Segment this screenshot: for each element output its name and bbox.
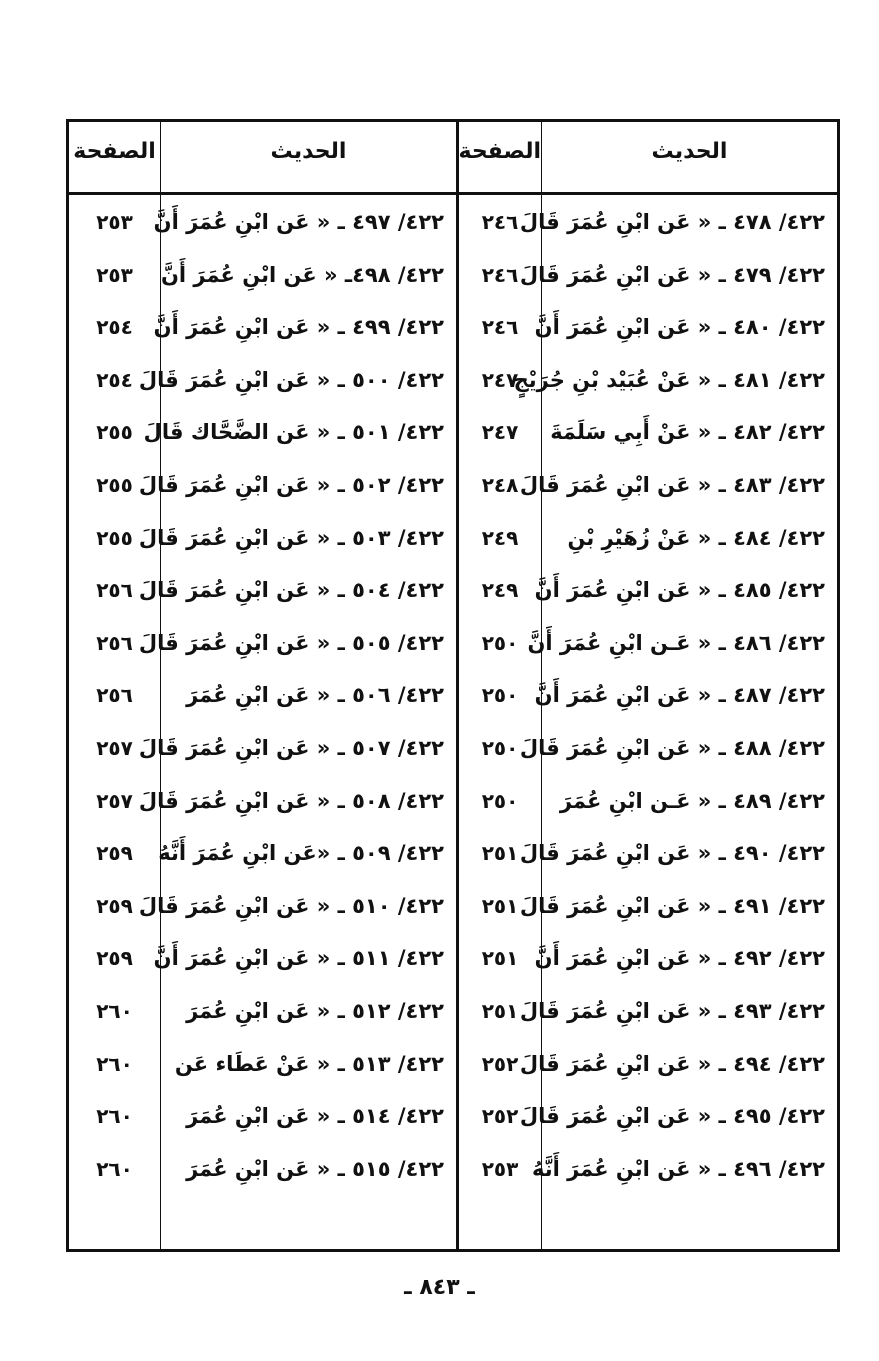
page-number-left: ٢٥٣ (96, 210, 133, 234)
page-number-right: ٢٥١ (481, 893, 519, 918)
hadith-entry-left: ٤٢٢/ ٥١٣ ـ « عَنْ عَطَاء عَن (174, 1051, 444, 1076)
page-number-right: ٢٥١ (481, 999, 519, 1023)
header-hadith-left: الحديث (270, 139, 347, 164)
hadith-entry-left: ٤٢٢/ ٥٠٧ ـ « عَن ابْنِ عُمَرَ قَالَ (138, 736, 444, 760)
hadith-entry-right: ٤٢٢/ ٤٨٣ ـ « عَن ابْنِ عُمَرَ قَالَ (519, 473, 825, 497)
page-number-left: ٢٥٩ (96, 946, 133, 971)
hadith-entry-left: ٤٢٢/ ٤٩٨ـ « عَن ابْنِ عُمَرَ أَنَّ (160, 262, 444, 287)
hadith-entry-left: ٤٢٢/ ٥١١ ـ « عَن ابْنِ عُمَرَ أَنَّ (153, 946, 444, 971)
page-number-right: ٢٤٧ (481, 367, 519, 392)
hadith-entry-right: ٤٢٢/ ٤٨٢ ـ « عَنْ أَبِي سَلَمَةَ (550, 420, 825, 445)
index-table (66, 119, 840, 1252)
hadith-entry-right: ٤٢٢/ ٤٧٩ ـ « عَن ابْنِ عُمَرَ قَالَ (519, 262, 825, 287)
hadith-entry-right: ٤٢٢/ ٤٨٧ ـ « عَن ابْنِ عُمَرَ أَنَّ (534, 683, 825, 708)
header-page-left: الصفحة (73, 139, 156, 164)
page-number-left: ٢٥٧ (96, 736, 133, 760)
page-number-left: ٢٥٤ (96, 367, 133, 392)
hadith-entry-left: ٤٢٢/ ٥٠٦ ـ « عَن ابْنِ عُمَرَ (186, 683, 444, 708)
page-number-right: ٢٥٠ (481, 736, 519, 760)
hadith-entry-right: ٤٢٢/ ٤٨١ ـ « عَنْ عُبَيْد بْنِ جُرَيْجٍ (513, 367, 825, 392)
hadith-entry-left: ٤٢٢/ ٥٠٤ ـ « عَن ابْنِ عُمَرَ قَالَ (138, 578, 444, 603)
hadith-entry-right: ٤٢٢/ ٤٩٤ ـ « عَن ابْنِ عُمَرَ قَالَ (519, 1051, 825, 1076)
page-number-left: ٢٦٠ (96, 999, 133, 1023)
hadith-entry-left: ٤٢٢/ ٥١٢ ـ « عَن ابْنِ عُمَرَ (186, 999, 444, 1023)
hadith-entry-left: ٤٢٢/ ٤٩٧ ـ « عَن ابْنِ عُمَرَ أَنَّ (153, 210, 444, 234)
hadith-entry-left: ٤٢٢/ ٥٠١ ـ « عَن الضَّحَّاك قَالَ (143, 420, 444, 445)
header-page-right: الصفحة (458, 139, 541, 164)
hadith-entry-right: ٤٢٢/ ٤٨٤ ـ « عَنْ زُهَيْرِ بْنِ (567, 525, 825, 550)
page-number-left: ٢٥٤ (96, 315, 133, 340)
page-number-right: ٢٥٢ (481, 1051, 519, 1076)
hadith-entry-left: ٤٢٢/ ٥٠٥ ـ « عَن ابْنِ عُمَرَ قَالَ (138, 630, 444, 655)
page-number-left: ٢٦٠ (96, 1051, 133, 1076)
hadith-entry-right: ٤٢٢/ ٤٨٦ ـ « عَـن ابْنِ عُمَرَ أَنَّ (527, 630, 825, 655)
hadith-entry-left: ٤٢٢/ ٥١٠ ـ « عَن ابْنِ عُمَرَ قَالَ (138, 893, 444, 918)
page-number-right: ٢٤٩ (481, 525, 519, 550)
page-number-left: ٢٥٦ (96, 630, 133, 655)
page-number-left: ٢٦٠ (96, 1156, 133, 1181)
hadith-entry-right: ٤٢٢/ ٤٨٨ ـ « عَن ابْنِ عُمَرَ قَالَ (519, 736, 825, 760)
page-number-left: ٢٥٩ (96, 841, 133, 866)
hadith-entry-left: ٤٢٢/ ٥١٥ ـ « عَن ابْنِ عُمَرَ (186, 1156, 444, 1181)
page-number-left: ٢٥٥ (96, 420, 133, 445)
hadith-entry-left: ٤٢٢/ ٥٠٣ ـ « عَن ابْنِ عُمَرَ قَالَ (138, 525, 444, 550)
page-number-left: ٢٦٠ (96, 1104, 133, 1129)
page-number-right: ٢٤٧ (481, 420, 519, 445)
hadith-entry-right: ٤٢٢/ ٤٩٢ ـ « عَن ابْنِ عُمَرَ أَنَّ (534, 946, 825, 971)
page-number-right: ٢٥٠ (481, 788, 519, 813)
page-number-right: ٢٥١ (481, 946, 519, 971)
page-number-left: ٢٥٣ (96, 262, 133, 287)
page-number-left: ٢٥٦ (96, 683, 133, 708)
hadith-entry-right: ٤٢٢/ ٤٩٣ ـ « عَن ابْنِ عُمَرَ قَالَ (519, 999, 825, 1023)
page-number-left: ٢٥٥ (96, 525, 133, 550)
page-number-right: ٢٤٨ (481, 473, 519, 497)
page-number-left: ٢٥٦ (96, 578, 133, 603)
page-number-left: ٢٥٧ (96, 788, 133, 813)
hadith-entry-right: ٤٢٢/ ٤٨٠ ـ « عَن ابْنِ عُمَرَ أَنَّ (534, 315, 825, 340)
hadith-entry-right: ٤٢٢/ ٤٩٠ ـ « عَن ابْنِ عُمَرَ قَالَ (519, 841, 825, 866)
page-number-right: ٢٤٦ (481, 262, 519, 287)
hadith-entry-left: ٤٢٢/ ٥٠٩ ـ «عَن ابْنِ عُمَرَ أَنَّهُ (158, 841, 444, 866)
page-number-right: ٢٥٠ (481, 630, 519, 655)
hadith-entry-right: ٤٢٢/ ٤٩٦ ـ « عَن ابْنِ عُمَرَ أَنَّهُ (531, 1156, 825, 1181)
hadith-entry-left: ٤٢٢/ ٥١٤ ـ « عَن ابْنِ عُمَرَ (186, 1104, 444, 1129)
page-number-right: ٢٤٦ (481, 210, 519, 234)
hadith-entry-right: ٤٢٢/ ٤٨٩ ـ « عَـن ابْنِ عُمَرَ (559, 788, 825, 813)
page-number-right: ٢٥١ (481, 841, 519, 866)
page-number-right: ٢٤٩ (481, 578, 519, 603)
page-number-left: ٢٥٩ (96, 893, 133, 918)
page-number-right: ٢٥٢ (481, 1104, 519, 1129)
hadith-entry-right: ٤٢٢/ ٤٩١ ـ « عَن ابْنِ عُمَرَ قَالَ (519, 893, 825, 918)
header-divider (69, 192, 837, 195)
page-number-right: ٢٤٦ (481, 315, 519, 340)
page-number: ـ ٨٤٣ ـ (404, 1275, 475, 1300)
hadith-entry-right: ٤٢٢/ ٤٩٥ ـ « عَن ابْنِ عُمَرَ قَالَ (519, 1104, 825, 1129)
page-number-left: ٢٥٥ (96, 473, 133, 497)
hadith-entry-left: ٤٢٢/ ٥٠٠ ـ « عَن ابْنِ عُمَرَ قَالَ (138, 367, 444, 392)
page-number-right: ٢٥٣ (481, 1156, 519, 1181)
page-number-right: ٢٥٠ (481, 683, 519, 708)
hadith-entry-right: ٤٢٢/ ٤٨٥ ـ « عَن ابْنِ عُمَرَ أَنَّ (534, 578, 825, 603)
header-hadith-right: الحديث (651, 139, 728, 164)
hadith-entry-left: ٤٢٢/ ٥٠٢ ـ « عَن ابْنِ عُمَرَ قَالَ (138, 473, 444, 497)
hadith-entry-right: ٤٢٢/ ٤٧٨ ـ « عَن ابْنِ عُمَرَ قَالَ (519, 210, 825, 234)
hadith-entry-left: ٤٢٢/ ٥٠٨ ـ « عَن ابْنِ عُمَرَ قَالَ (138, 788, 444, 813)
hadith-entry-left: ٤٢٢/ ٤٩٩ ـ « عَن ابْنِ عُمَرَ أَنَّ (153, 315, 444, 340)
